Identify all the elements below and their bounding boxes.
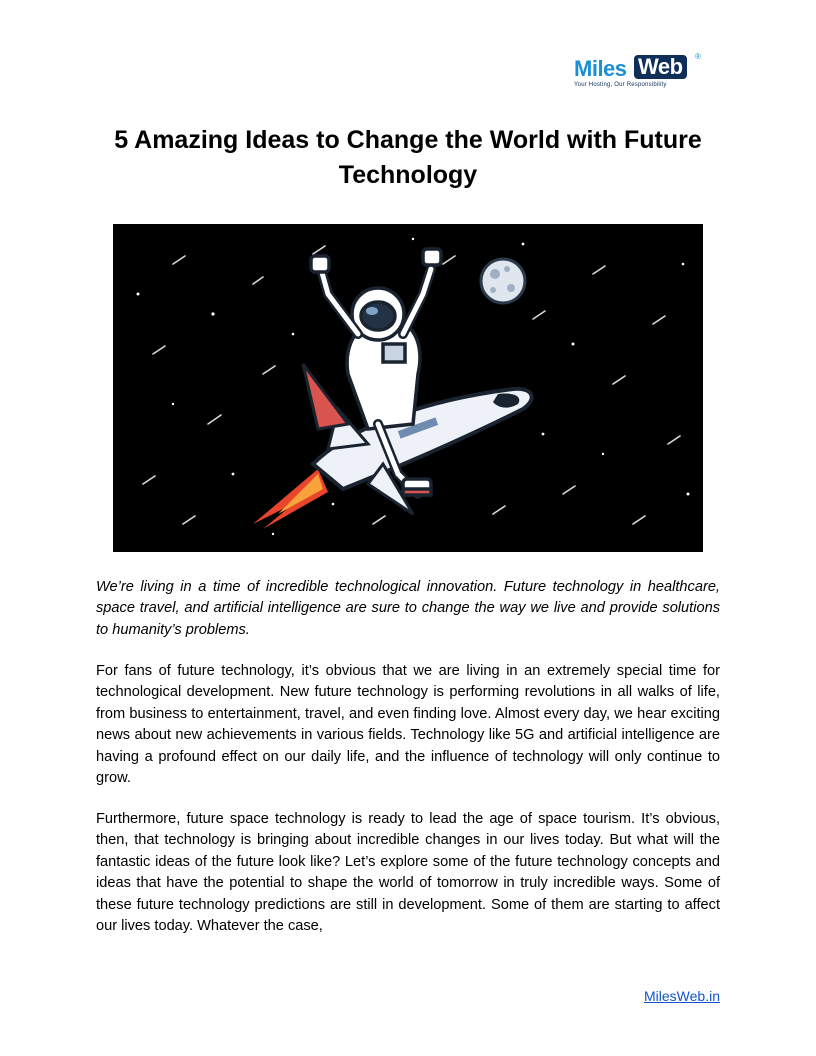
logo-registered-mark: ®	[695, 52, 701, 61]
body-paragraph-2: Furthermore, future space technology is ready to lead the age of space tourism. It’s obvious, then, that technology is bringing about incredible changes in our lives today. But what will the fantastic ideas of the future look like? Let’s explore some of the future technology concepts and ideas that have the potential to shape the world of tomorrow in truly incredible ways. Some of these future technology predictions are still in development. Some of them are starting to affect our lives today. Whatever the case,	[96, 811, 720, 935]
logo-tagline: Your Hosting, Our Responsibility	[574, 82, 667, 88]
milesweb-logo	[572, 52, 704, 92]
hero-image	[113, 224, 703, 552]
moon	[481, 259, 525, 303]
footer-milesweb-link[interactable]: MilesWeb.in	[644, 988, 720, 1004]
logo-brand-miles: Miles	[574, 56, 627, 81]
body-paragraph-1: For fans of future technology, it’s obvious that we are living in an extremely special time for technological development. New future technology is performing revolutions in all walks of life, from business to entertainment, travel, and even finding love. Almost every day, we hear exciting news about new achievements in various fields. Technology like 5G and artificial intelligence are having a profound effect on our daily life, and the influence of technology will only continue to grow.	[96, 663, 720, 787]
astronaut-shuttle-illustration	[113, 224, 703, 552]
logo-brand-web: Web	[634, 55, 687, 79]
document-title: 5 Amazing Ideas to Change the World with Future Technology	[114, 126, 702, 189]
intro-paragraph: We’re living in a time of incredible technological innovation. Future technology in healthcare, space travel, and artificial intelligence are sure to change the way we live and provide solutions to humanity’s problems.	[96, 579, 720, 638]
